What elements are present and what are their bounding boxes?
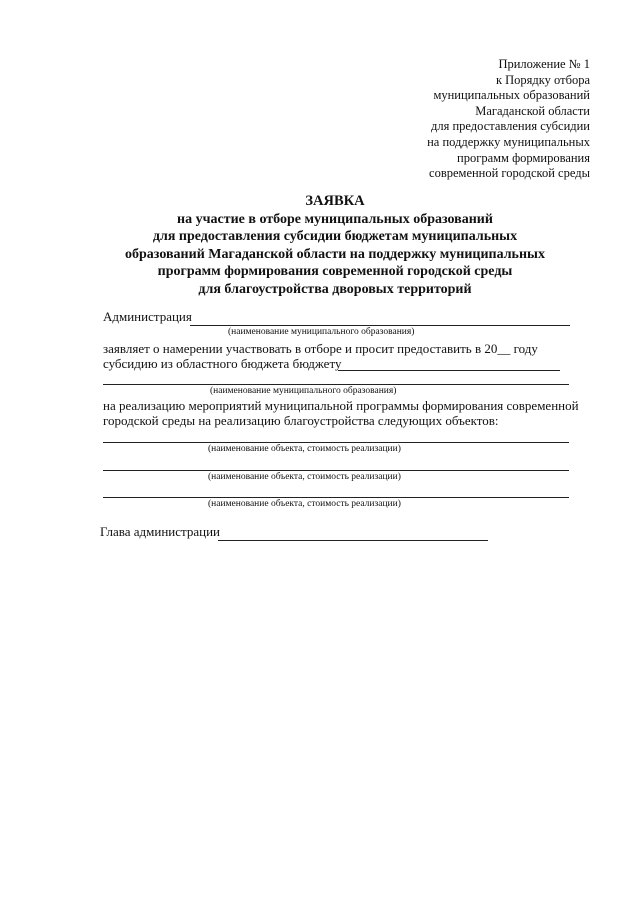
title-line: на участие в отборе муниципальных образований <box>177 211 493 227</box>
appendix-line: Приложение № 1 <box>498 57 590 71</box>
appendix-line: программ формирования <box>457 150 590 165</box>
title-line: образований Магаданской области на поддержку муниципальных <box>125 246 545 262</box>
appendix-line: к Порядку отбора <box>495 72 590 87</box>
object-field-2[interactable] <box>103 470 569 471</box>
appendix-line: муниципальных образований <box>433 88 590 103</box>
appendix-line: современной городской среды <box>429 166 590 181</box>
object-hint-2: (наименование объекта, стоимость реализации) <box>208 472 401 482</box>
object-field-1[interactable] <box>103 442 569 443</box>
object-hint-1: (наименование объекта, стоимость реализации) <box>208 444 401 454</box>
title-line: программ формирования современной городской среды <box>157 264 513 279</box>
purpose-text-line-1: на реализацию мероприятий муниципальной программы формирования современной <box>103 398 579 413</box>
purpose-text-line-2: городской среды на реализацию благоустройства следующих объектов: <box>103 413 499 428</box>
budget-recipient-field[interactable] <box>338 370 560 371</box>
declaration-text: заявляет о намерении участвовать в отборе и просит предоставить в 20__ году <box>103 341 538 356</box>
head-of-administration-label: Глава администрации <box>100 524 221 539</box>
object-hint-3: (наименование объекта, стоимость реализации) <box>208 499 401 509</box>
appendix-header <box>330 57 590 182</box>
title-line: для предоставления субсидии бюджетам муниципальных <box>152 229 518 244</box>
title-heading: ЗАЯВКА <box>305 193 365 209</box>
administration-name-field[interactable] <box>190 325 570 326</box>
municipality-hint-2: (наименование муниципального образования) <box>210 386 397 396</box>
document-title <box>100 193 570 298</box>
appendix-line: на поддержку муниципальных <box>427 134 590 149</box>
appendix-line: Магаданской области <box>475 103 590 118</box>
object-field-3[interactable] <box>103 497 569 498</box>
municipality-name-field[interactable] <box>103 384 569 385</box>
signature-field[interactable] <box>218 540 488 541</box>
subsidy-text: субсидию из областного бюджета бюджету <box>103 356 342 371</box>
municipality-hint: (наименование муниципального образования) <box>228 327 415 337</box>
administration-label: Администрация <box>103 309 192 324</box>
appendix-line: для предоставления субсидии <box>430 119 590 134</box>
title-line: для благоустройства дворовых территорий <box>198 281 472 297</box>
